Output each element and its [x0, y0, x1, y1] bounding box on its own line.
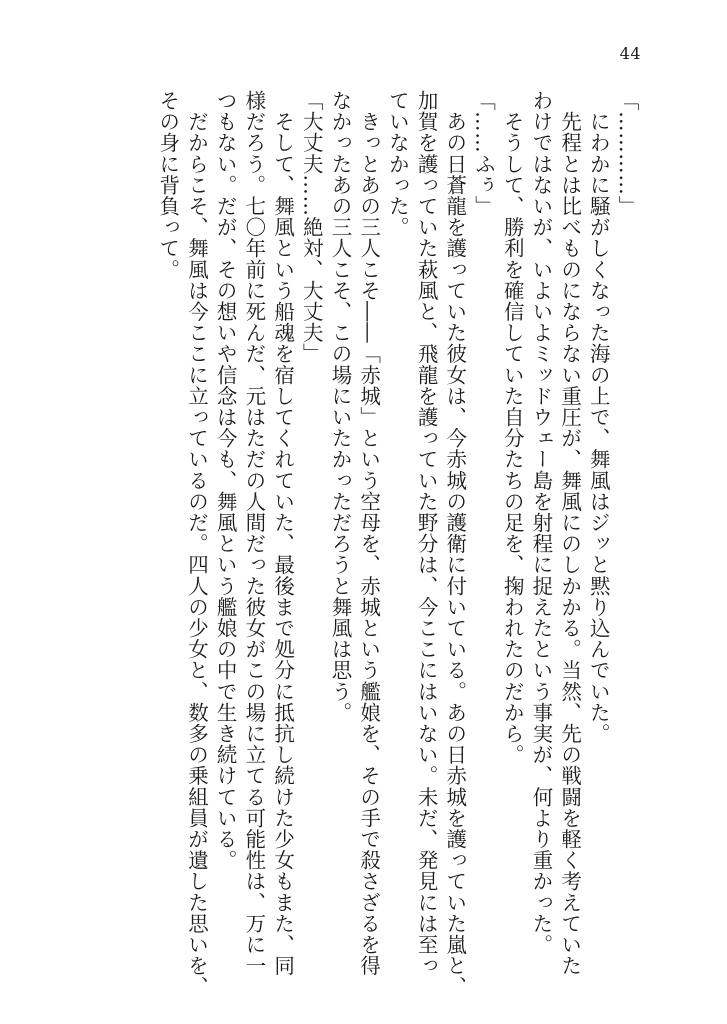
- text-line: きっとあの三人こそ――「赤城」という空母を、赤城という艦娘を、その手で殺さざるを得: [356, 90, 381, 977]
- text-line: 先程とは比べものにならない重圧が、舞風にのしかかる。当然、先の戦闘を軽く考えていた: [557, 90, 582, 977]
- page-number: 44: [619, 44, 641, 63]
- text-line: 「大丈夫……絶対、大丈夫」: [299, 90, 324, 365]
- text-line: あの日蒼龍を護っていた彼女は、今赤城の護衛に付いている。あの日赤城を護っていた嵐と、: [442, 90, 467, 998]
- text-line: 「……ふぅ」: [471, 90, 496, 217]
- body-text: [153, 90, 641, 998]
- text-line: そして、舞風という船魂を宿してくれていた、最後まで処分に抵抗し続けた少女もまた、同: [270, 90, 295, 977]
- text-line: わけではないが、いよいよミッドウェー島を射程に捉えたという事実が、何より重かった。: [528, 90, 553, 956]
- text-line: なかったあの三人こそ、この場にいたかっただろうと舞風は思う。: [327, 90, 352, 723]
- text-line: 様だろう。七〇年前に死んだ、元はただの人間だった彼女がこの場に立てる可能性は、万に一: [241, 90, 266, 977]
- text-line: その身に背負って。: [155, 90, 180, 280]
- text-line: そうして、勝利を確信していた自分たちの足を、掬われたのだから。: [500, 90, 525, 766]
- text-line: つもない。だが、その想いや信念は今も、舞風という艦娘の中で生き続けている。: [213, 90, 238, 871]
- text-line: ていなかった。: [385, 90, 410, 238]
- text-line: 加賀を護っていた萩風と、飛龍を護っていた野分は、今ここにはいない。未だ、発見には至っ: [414, 90, 439, 977]
- text-line: だからこそ、舞風は今ここに立っているのだ。四人の少女と、数多の乗組員が遺した思いを、: [184, 90, 209, 998]
- text-line: 「…………」: [615, 90, 639, 217]
- text-line: にわかに騒がしくなった海の上で、舞風はジッと黙り込んでいた。: [586, 90, 611, 745]
